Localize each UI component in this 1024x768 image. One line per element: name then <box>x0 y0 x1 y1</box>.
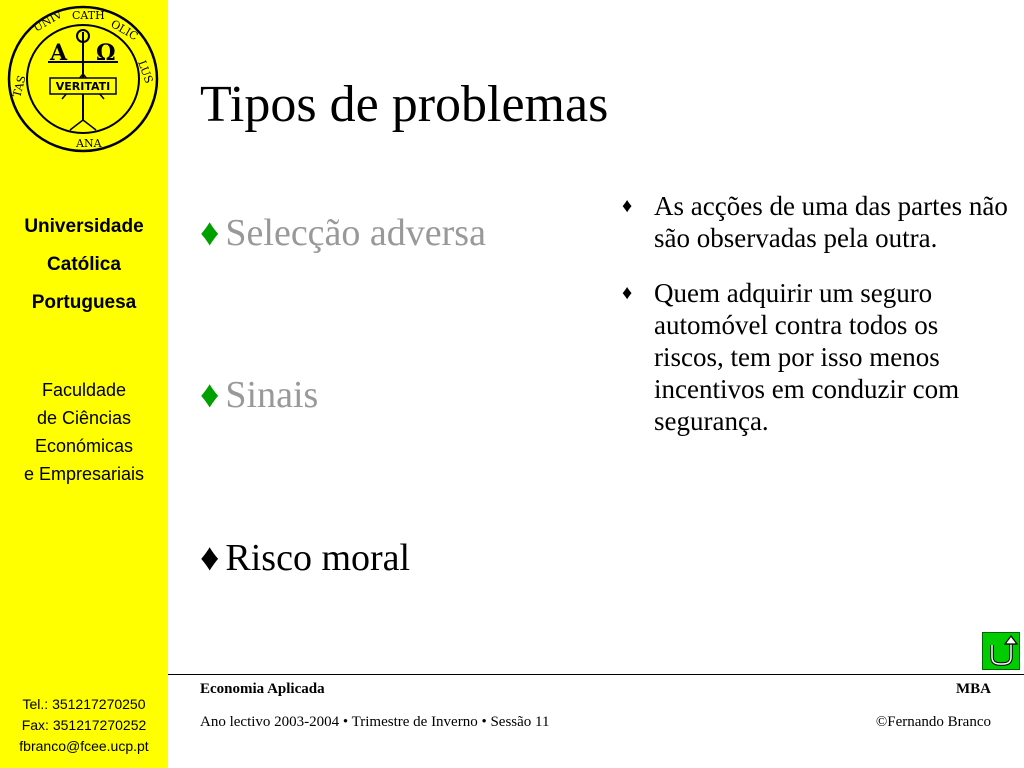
explanation-list <box>616 190 1008 460</box>
svg-text:Ω: Ω <box>96 40 116 66</box>
explanation-item <box>616 277 1008 437</box>
university-line: Católica <box>47 254 121 275</box>
footer-session: Ano lectivo 2003-2004 • Trimestre de Inverno • Sessão 11 <box>200 714 550 730</box>
explanation-text: Quem adquirir um seguro automóvel contra todos os riscos, tem por isso menos incentivos em conduzir com segurança. <box>654 278 960 436</box>
diamond-bullet-icon: ♦ <box>200 537 220 579</box>
university-line: Portuguesa <box>31 292 137 313</box>
faculty-line: Faculdade <box>41 380 127 400</box>
svg-text:TAS: TAS <box>10 73 29 99</box>
university-line: Universidade <box>24 216 144 237</box>
topic-label: Sinais <box>225 374 319 416</box>
footer-copyright: ©Fernando Branco <box>875 714 991 730</box>
diamond-bullet-icon: ♦ <box>622 282 633 304</box>
explanation-item <box>616 190 1008 254</box>
topic-item-adverse-selection <box>200 210 486 256</box>
faculty-line: Económicas <box>34 436 134 456</box>
university-name <box>0 208 168 322</box>
faculty-line: e Empresariais <box>23 464 145 484</box>
topic-item-moral-hazard <box>200 535 410 581</box>
return-button[interactable] <box>982 632 1020 670</box>
topic-label: Selecção adversa <box>225 212 486 254</box>
contact-info <box>0 694 168 757</box>
email-address: fbranco@fcee.ucp.pt <box>19 738 149 754</box>
explanation-text: As acções de uma das partes não são observadas pela outra. <box>654 191 1008 253</box>
footer-divider <box>168 674 1024 675</box>
svg-text:UNIV: UNIV <box>31 7 65 35</box>
footer-course: Economia Aplicada <box>200 681 325 697</box>
svg-text:A: A <box>50 40 68 66</box>
seal-motto: VERITATI <box>55 80 111 93</box>
fax-number: Fax: 351217270252 <box>21 717 147 733</box>
faculty-line: de Ciências <box>36 408 132 428</box>
slide-title: Tipos de problemas <box>200 76 609 133</box>
university-seal-icon <box>6 4 160 154</box>
sidebar <box>0 0 168 768</box>
svg-text:LUS: LUS <box>135 58 156 86</box>
svg-text:CATH: CATH <box>72 9 105 22</box>
return-arrow-icon <box>983 633 1019 669</box>
diamond-bullet-icon: ♦ <box>200 212 220 254</box>
footer-program: MBA <box>956 681 991 697</box>
svg-text:OLIC: OLIC <box>108 17 141 44</box>
faculty-name <box>0 376 168 488</box>
phone-number: Tel.: 351217270250 <box>22 696 146 712</box>
svg-text:ANA: ANA <box>76 137 102 150</box>
diamond-bullet-icon: ♦ <box>200 374 220 416</box>
diamond-bullet-icon: ♦ <box>622 195 633 217</box>
topic-item-signals <box>200 372 318 418</box>
topic-label: Risco moral <box>225 537 411 579</box>
